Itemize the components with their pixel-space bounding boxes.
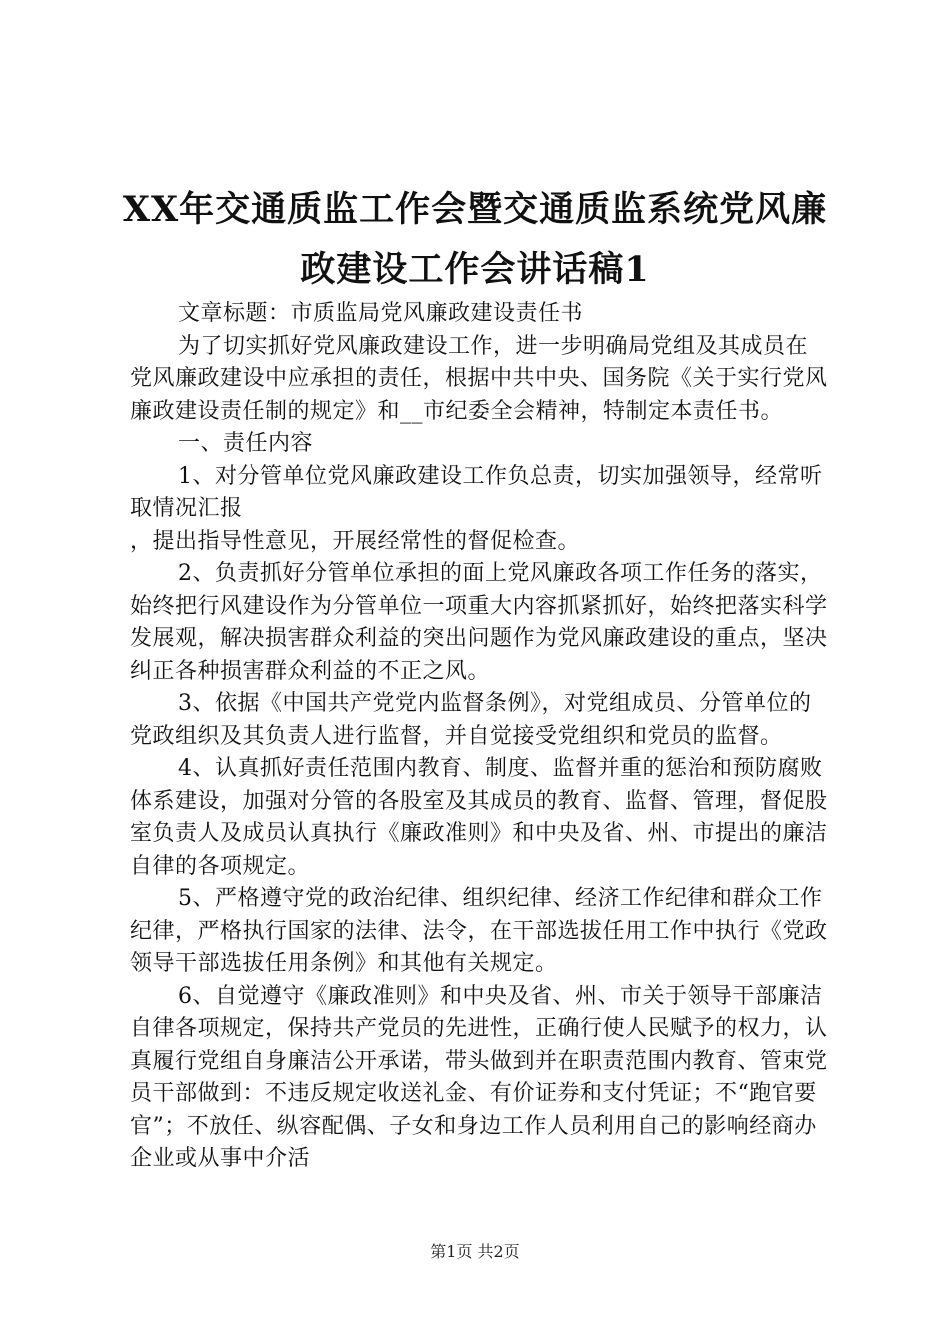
- paragraph-item-5: 5、严格遵守党的政治纪律、组织纪律、经济工作纪律和群众工作纪律，严格执行国家的法律、法令，在干部选拔任用工作中执行《党政领导干部选拔任用条例》和其他有关规定。: [130, 886, 828, 976]
- paragraph-item-3: 3、依据《中国共产党党内监督条例》，对党组成员、分管单位的党政组织及其负责人进行监督，并自觉接受党组织和党员的监督。: [130, 691, 812, 749]
- paragraph-item-1: 1、对分管单位党风廉政建设工作负总责，切实加强领导，经常听取情况汇报: [130, 463, 823, 521]
- page-number-footer: 第1页 共2页: [430, 1242, 520, 1261]
- paragraph-item-4: 4、认真抓好责任范围内教育、制度、监督并重的惩治和预防腐败体系建设，加强对分管的各股室及其成员的教育、监督、管理，督促股室负责人及成员认真执行《廉政准则》和中央及省、州、市提出的廉洁自律的各项规定。: [130, 756, 828, 879]
- paragraph-intro: 为了切实抓好党风廉政建设工作，进一步明确局党组及其成员在党风廉政建设中应承担的责任，根据中共中央、国务院《关于实行党风廉政建设责任制的规定》和__市纪委全会精神，特制定本责任书。: [130, 333, 828, 424]
- paragraph-item-1-continued: ，提出指导性意见，开展经常性的督促检查。: [130, 528, 581, 554]
- article-subtitle: 文章标题：市质监局党风廉政建设责任书: [178, 301, 584, 326]
- paragraph-item-6: 6、自觉遵守《廉政准则》和中央及省、州、市关于领导干部廉洁自律各项规定，保持共产党员的先进性，正确行使人民赋予的权力，认真履行党组自身廉洁公开承诺，带头做到并在职责范围内教育、管束党员干部做到：不违反规定收送礼金、有价证券和支付凭证；不“跑官要官”；不放任、纵容配偶、子女和身边工作人员利用自己的影响经商办企业或从事中介活: [130, 983, 828, 1171]
- section-heading: 一、责任内容: [178, 431, 314, 456]
- document-title-line-2: 政建设工作会讲话稿1: [300, 249, 650, 290]
- paragraph-item-2: 2、负责抓好分管单位承担的面上党风廉政各项工作任务的落实，始终把行风建设作为分管单位一项重大内容抓紧抓好，始终把落实科学发展观，解决损害群众利益的突出问题作为党风廉政建设的重点，坚决纠正各种损害群众利益的不正之风。: [130, 561, 828, 684]
- document-body: [130, 298, 830, 1176]
- document-title-line-1: XX年交通质监工作会暨交通质监系统党风廉: [122, 189, 828, 230]
